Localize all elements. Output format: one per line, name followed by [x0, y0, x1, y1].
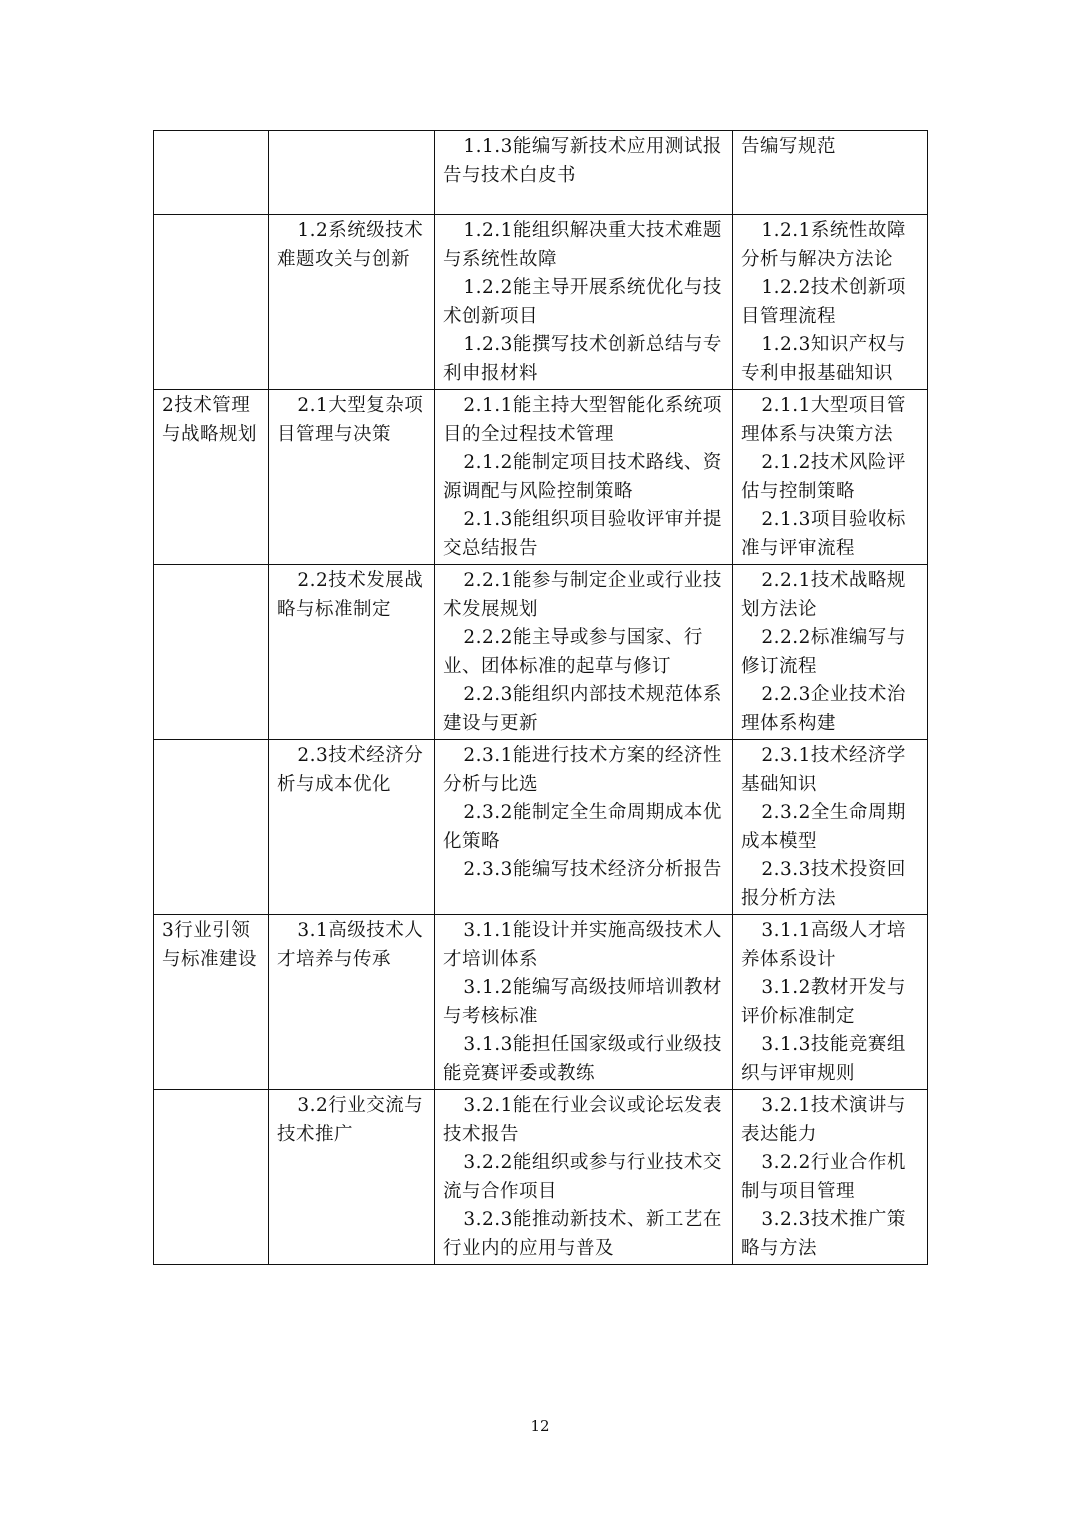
work-content-label: 3.2行业交流与技术推广	[277, 1095, 424, 1145]
related-knowledge-item: 3.1.2教材开发与评价标准制定	[741, 977, 906, 1027]
skill-requirement-item: 3.2.2能组织或参与行业技术交流与合作项目	[443, 1152, 722, 1202]
related-knowledge-item: 3.2.2行业合作机制与项目管理	[741, 1152, 906, 1202]
standards-table	[153, 130, 928, 1265]
related-knowledge-item: 2.1.2技术风险评估与控制策略	[741, 452, 906, 502]
work-content-label: 2.1大型复杂项目管理与决策	[277, 395, 424, 445]
function-label: 2技术管理与战略规划	[162, 395, 258, 445]
related-knowledge-item: 2.2.2标准编写与修订流程	[741, 627, 906, 677]
skill-requirements-cell	[435, 1090, 733, 1265]
related-knowledge-item: 告编写规范	[741, 136, 837, 157]
skill-requirement-item: 3.1.1能设计并实施高级技术人才培训体系	[443, 920, 722, 970]
work-content-cell	[269, 1090, 435, 1265]
function-cell	[154, 1090, 269, 1265]
table-row	[154, 565, 928, 740]
skill-requirement-item: 2.2.1能参与制定企业或行业技术发展规划	[443, 570, 722, 620]
skill-requirement-item: 2.3.2能制定全生命周期成本优化策略	[443, 802, 722, 852]
skill-requirement-item: 1.2.1能组织解决重大技术难题与系统性故障	[443, 220, 722, 270]
table-row	[154, 915, 928, 1090]
related-knowledge-item: 2.1.3项目验收标准与评审流程	[741, 509, 906, 559]
related-knowledge-cell	[733, 390, 928, 565]
function-cell	[154, 565, 269, 740]
skill-requirement-item: 3.2.1能在行业会议或论坛发表技术报告	[443, 1095, 722, 1145]
work-content-label: 2.3技术经济分析与成本优化	[277, 745, 424, 795]
skill-requirement-item: 3.2.3能推动新技术、新工艺在行业内的应用与普及	[443, 1209, 722, 1259]
skill-requirement-item: 1.1.3能编写新技术应用测试报告与技术白皮书	[443, 136, 722, 186]
skill-requirement-item: 2.3.3能编写技术经济分析报告	[463, 859, 722, 880]
related-knowledge-item: 1.2.2技术创新项目管理流程	[741, 277, 906, 327]
skill-requirements-cell	[435, 565, 733, 740]
table-row	[154, 740, 928, 915]
work-content-cell	[269, 131, 435, 215]
skill-requirement-item: 1.2.2能主导开展系统优化与技术创新项目	[443, 277, 722, 327]
related-knowledge-item: 2.2.1技术战略规划方法论	[741, 570, 906, 620]
related-knowledge-item: 2.3.1技术经济学基础知识	[741, 745, 906, 795]
work-content-cell	[269, 390, 435, 565]
related-knowledge-item: 2.3.3技术投资回报分析方法	[741, 859, 906, 909]
skill-requirements-cell	[435, 215, 733, 390]
table-body	[154, 131, 928, 1265]
related-knowledge-item: 3.1.1高级人才培养体系设计	[741, 920, 906, 970]
skill-requirement-item: 1.2.3能撰写技术创新总结与专利申报材料	[443, 334, 722, 384]
related-knowledge-item: 3.2.3技术推广策略与方法	[741, 1209, 906, 1259]
related-knowledge-item: 1.2.1系统性故障分析与解决方法论	[741, 220, 906, 270]
function-cell	[154, 740, 269, 915]
skill-requirement-item: 3.1.3能担任国家级或行业级技能竞赛评委或教练	[443, 1034, 722, 1084]
page-number: 12	[530, 1417, 550, 1435]
work-content-label: 1.2系统级技术难题攻关与创新	[277, 220, 424, 270]
skill-requirement-item: 2.2.3能组织内部技术规范体系建设与更新	[443, 684, 722, 734]
work-content-cell	[269, 740, 435, 915]
related-knowledge-cell	[733, 1090, 928, 1265]
skill-requirements-cell	[435, 740, 733, 915]
skill-requirements-cell	[435, 131, 733, 215]
table-row	[154, 1090, 928, 1265]
table-row	[154, 131, 928, 215]
function-cell	[154, 915, 269, 1090]
work-content-label: 3.1高级技术人才培养与传承	[277, 920, 424, 970]
work-content-cell	[269, 215, 435, 390]
skill-requirement-item: 2.2.2能主导或参与国家、行业、团体标准的起草与修订	[443, 627, 703, 677]
skill-requirements-cell	[435, 915, 733, 1090]
related-knowledge-item: 1.2.3知识产权与专利申报基础知识	[741, 334, 906, 384]
function-label: 3行业引领与标准建设	[162, 920, 258, 970]
function-cell	[154, 131, 269, 215]
related-knowledge-cell	[733, 740, 928, 915]
skill-requirement-item: 3.1.2能编写高级技师培训教材与考核标准	[443, 977, 722, 1027]
skill-requirement-item: 2.1.1能主持大型智能化系统项目的全过程技术管理	[443, 395, 722, 445]
work-content-cell	[269, 565, 435, 740]
related-knowledge-cell	[733, 915, 928, 1090]
related-knowledge-item: 2.3.2全生命周期成本模型	[741, 802, 906, 852]
work-content-label: 2.2技术发展战略与标准制定	[277, 570, 424, 620]
related-knowledge-item: 3.2.1技术演讲与表达能力	[741, 1095, 906, 1145]
table-row	[154, 390, 928, 565]
related-knowledge-cell	[733, 215, 928, 390]
related-knowledge-item: 2.2.3企业技术治理体系构建	[741, 684, 906, 734]
related-knowledge-cell	[733, 131, 928, 215]
function-cell	[154, 215, 269, 390]
related-knowledge-cell	[733, 565, 928, 740]
skill-requirement-item: 2.1.3能组织项目验收评审并提交总结报告	[443, 509, 722, 559]
related-knowledge-item: 3.1.3技能竞赛组织与评审规则	[741, 1034, 906, 1084]
work-content-cell	[269, 915, 435, 1090]
skill-requirements-cell	[435, 390, 733, 565]
skill-requirement-item: 2.3.1能进行技术方案的经济性分析与比选	[443, 745, 722, 795]
skill-requirement-item: 2.1.2能制定项目技术路线、资源调配与风险控制策略	[443, 452, 722, 502]
function-cell	[154, 390, 269, 565]
related-knowledge-item: 2.1.1大型项目管理体系与决策方法	[741, 395, 906, 445]
table-row	[154, 215, 928, 390]
